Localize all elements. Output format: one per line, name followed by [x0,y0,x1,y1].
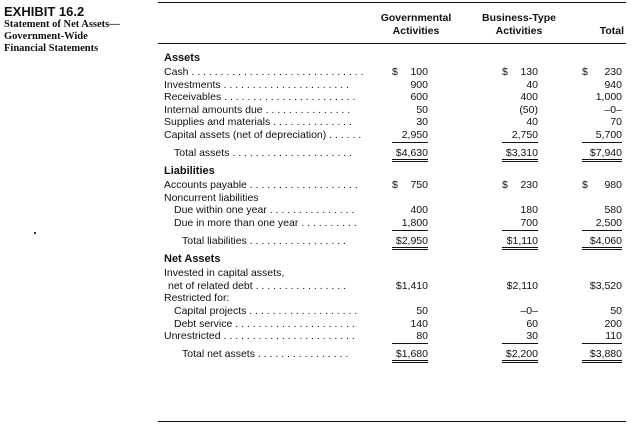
section-assets: Assets [164,52,201,64]
row-receivables: Receivables . . . . . . . . . . . . . . . . . . . . . . . 600 400 1,000 [164,91,622,104]
row-total-liabilities: Total liabilities . . . . . . . . . . . . . . . . . $2,950 $1,110 $4,060 [164,235,626,248]
row-noncurrent-liabilities: Noncurrent liabilities [164,191,259,204]
exhibit-number: EXHIBIT 16.2 [4,4,85,19]
row-capital-assets: Capital assets (net of depreciation) . . . . . . 2,950 2,750 5,700 [164,128,622,141]
column-headers [158,12,626,40]
row-supplies: Supplies and materials . . . . . . . . . . . . . . 30 40 70 [164,116,622,129]
row-total-net-assets: Total net assets . . . . . . . . . . . . . . . . $1,680 $2,200 $3,880 [164,348,626,361]
row-due-more-than-one-year: Due in more than one year . . . . . . . . . . 1,800 700 2,500 [174,216,622,229]
section-net-assets: Net Assets [164,253,221,266]
header-rule [158,43,626,44]
row-total-assets: Total assets . . . . . . . . . . . . . . . . . . . . . $4,630 $3,310 $7,940 [164,147,626,160]
row-invested-line-2: net of related debt . . . . . . . . . . . . . . . . $1,410 $2,110 $3,520 [168,279,622,292]
row-restricted-for: Restricted for: [164,292,230,305]
exhibit-title-line-3: Financial Statements [4,43,99,54]
exhibit-title-line-2: Government-Wide [4,31,88,42]
top-rule [158,2,626,3]
row-unrestricted: Unrestricted . . . . . . . . . . . . . . . . . . . . . . . 80 30 110 [164,330,622,343]
header-business-type: Business-Type Activities [482,12,556,37]
row-cash: Cash . . . . . . . . . . . . . . . . . . . . . . . . . . . . . . $ 100 $ 130 $ 230 [164,66,622,78]
exhibit-caption [4,4,154,55]
exhibit-title-line-1: Statement of Net Assets— [4,19,120,30]
row-due-within-one-year: Due within one year . . . . . . . . . . . . . . . 400 180 580 [174,204,622,217]
statement-table [158,2,626,422]
stray-dot [34,232,36,234]
header-governmental: Governmental Activities [380,12,452,37]
row-debt-service: Debt service . . . . . . . . . . . . . . . . . . . . . 140 60 200 [174,317,622,330]
row-capital-projects: Capital projects . . . . . . . . . . . . . . . . . . . 50 –0– 50 [174,304,622,317]
row-internal-amounts-due: Internal amounts due . . . . . . . . . . . . . . . 50 (50) –0– [164,103,622,116]
section-liabilities: Liabilities [164,165,215,178]
header-total: Total [599,25,624,37]
statement-body [164,50,626,360]
bottom-rule [158,421,626,422]
row-accounts-payable: Accounts payable . . . . . . . . . . . . . . . . . . . $ 750 $ 230 $ 980 [164,179,622,192]
row-invested-line-1: Invested in capital assets, [164,267,285,280]
row-investments: Investments . . . . . . . . . . . . . . . . . . . . . . 900 40 940 [164,78,622,91]
